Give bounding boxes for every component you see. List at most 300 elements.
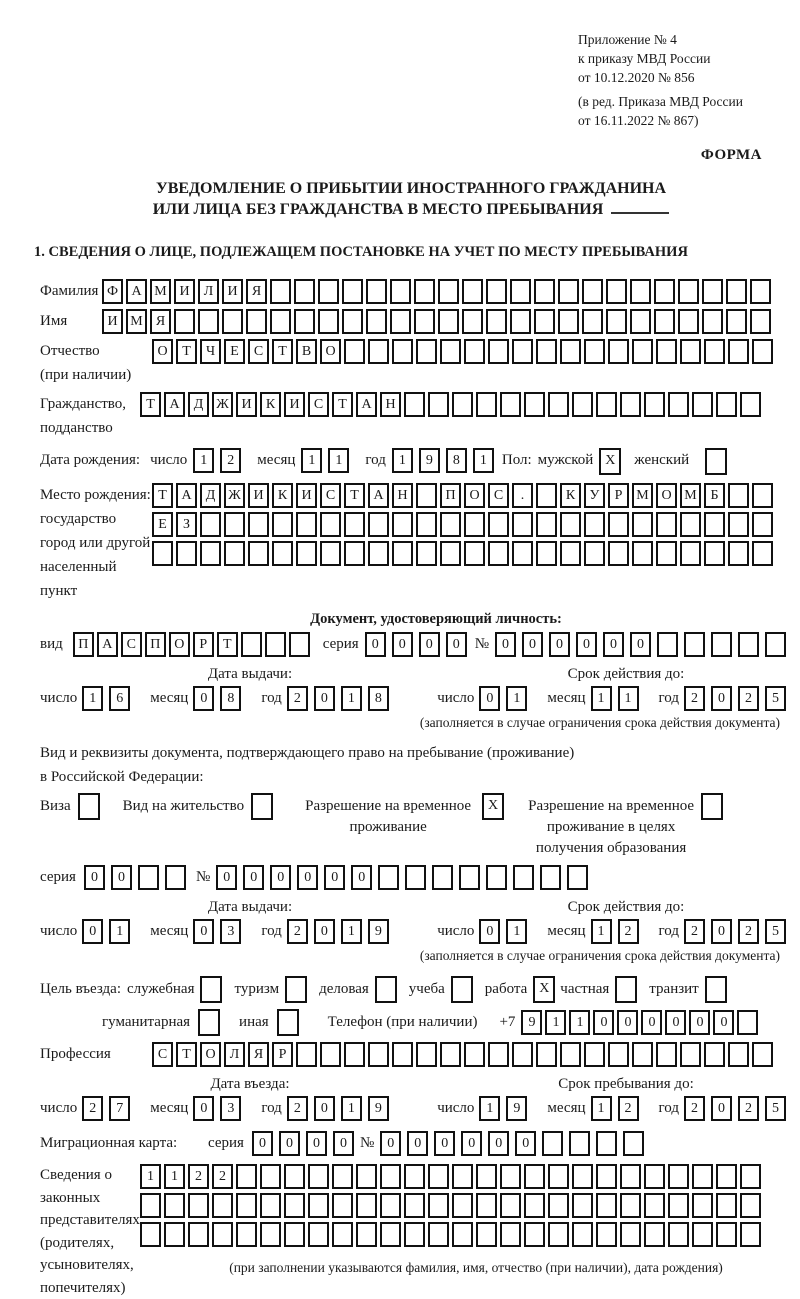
- char-cell[interactable]: 0: [522, 632, 543, 657]
- char-cell[interactable]: [416, 1042, 437, 1067]
- char-cell[interactable]: 0: [713, 1010, 734, 1035]
- char-cell[interactable]: И: [248, 483, 269, 508]
- char-cell[interactable]: [668, 1193, 689, 1218]
- char-cell[interactable]: Т: [332, 392, 353, 417]
- char-cell[interactable]: [702, 309, 723, 334]
- char-cell[interactable]: [524, 1222, 545, 1247]
- char-cell[interactable]: [728, 512, 749, 537]
- char-cell[interactable]: 1: [591, 686, 612, 711]
- char-cell[interactable]: [584, 512, 605, 537]
- char-cell[interactable]: 2: [738, 686, 759, 711]
- char-cell[interactable]: 0: [446, 632, 467, 657]
- char-cell[interactable]: [536, 541, 557, 566]
- char-cell[interactable]: [510, 279, 531, 304]
- char-cell[interactable]: [236, 1222, 257, 1247]
- char-cell[interactable]: [488, 339, 509, 364]
- char-cell[interactable]: [428, 392, 449, 417]
- char-cell[interactable]: [680, 1042, 701, 1067]
- char-cell[interactable]: 0: [314, 919, 335, 944]
- char-cell[interactable]: [392, 541, 413, 566]
- char-cell[interactable]: 1: [618, 686, 639, 711]
- char-cell[interactable]: [548, 1164, 569, 1189]
- char-cell[interactable]: 1: [140, 1164, 161, 1189]
- char-cell[interactable]: [620, 1193, 641, 1218]
- char-cell[interactable]: 0: [270, 865, 291, 890]
- char-cell[interactable]: [548, 1193, 569, 1218]
- char-cell[interactable]: 2: [684, 919, 705, 944]
- char-cell[interactable]: [656, 512, 677, 537]
- char-cell[interactable]: [500, 392, 521, 417]
- char-cell[interactable]: Ж: [224, 483, 245, 508]
- char-cell[interactable]: 0: [630, 632, 651, 657]
- char-cell[interactable]: [584, 1042, 605, 1067]
- char-cell[interactable]: [512, 339, 533, 364]
- char-cell[interactable]: 7: [109, 1096, 130, 1121]
- char-cell[interactable]: 2: [738, 919, 759, 944]
- char-cell[interactable]: [716, 1164, 737, 1189]
- char-cell[interactable]: 2: [188, 1164, 209, 1189]
- char-cell[interactable]: О: [320, 339, 341, 364]
- char-cell[interactable]: [200, 512, 221, 537]
- char-cell[interactable]: 5: [765, 919, 786, 944]
- char-cell[interactable]: 2: [287, 919, 308, 944]
- char-cell[interactable]: З: [176, 512, 197, 537]
- char-cell[interactable]: Л: [198, 279, 219, 304]
- char-cell[interactable]: [488, 541, 509, 566]
- char-cell[interactable]: [572, 392, 593, 417]
- char-cell[interactable]: [416, 339, 437, 364]
- char-cell[interactable]: [414, 279, 435, 304]
- char-cell[interactable]: [752, 483, 773, 508]
- char-cell[interactable]: [464, 512, 485, 537]
- char-cell[interactable]: 9: [368, 919, 389, 944]
- char-cell[interactable]: 5: [765, 686, 786, 711]
- char-cell[interactable]: [284, 1222, 305, 1247]
- char-cell[interactable]: [692, 1222, 713, 1247]
- char-cell[interactable]: [476, 1222, 497, 1247]
- char-cell[interactable]: 2: [220, 448, 241, 473]
- char-cell[interactable]: [510, 309, 531, 334]
- char-cell[interactable]: [222, 309, 243, 334]
- char-cell[interactable]: 2: [684, 686, 705, 711]
- char-cell[interactable]: О: [200, 1042, 221, 1067]
- char-cell[interactable]: [344, 541, 365, 566]
- purpose-study-checkbox[interactable]: [451, 976, 473, 1003]
- char-cell[interactable]: П: [440, 483, 461, 508]
- char-cell[interactable]: 1: [193, 448, 214, 473]
- char-cell[interactable]: [432, 865, 453, 890]
- purpose-private-checkbox[interactable]: [615, 976, 637, 1003]
- purpose-tourism-checkbox[interactable]: [285, 976, 307, 1003]
- char-cell[interactable]: [692, 1164, 713, 1189]
- char-cell[interactable]: [524, 1193, 545, 1218]
- char-cell[interactable]: Т: [176, 1042, 197, 1067]
- char-cell[interactable]: 2: [738, 1096, 759, 1121]
- char-cell[interactable]: [414, 309, 435, 334]
- char-cell[interactable]: [380, 1164, 401, 1189]
- char-cell[interactable]: [260, 1193, 281, 1218]
- char-cell[interactable]: [500, 1222, 521, 1247]
- char-cell[interactable]: 2: [618, 1096, 639, 1121]
- char-cell[interactable]: 0: [243, 865, 264, 890]
- char-cell[interactable]: 0: [324, 865, 345, 890]
- char-cell[interactable]: [536, 339, 557, 364]
- char-cell[interactable]: [620, 1164, 641, 1189]
- char-cell[interactable]: П: [145, 632, 166, 657]
- char-cell[interactable]: [212, 1193, 233, 1218]
- char-cell[interactable]: Я: [246, 279, 267, 304]
- char-cell[interactable]: 8: [368, 686, 389, 711]
- char-cell[interactable]: [630, 279, 651, 304]
- char-cell[interactable]: [390, 279, 411, 304]
- char-cell[interactable]: 0: [252, 1131, 273, 1156]
- char-cell[interactable]: [308, 1164, 329, 1189]
- char-cell[interactable]: [752, 512, 773, 537]
- char-cell[interactable]: [584, 339, 605, 364]
- char-cell[interactable]: [318, 309, 339, 334]
- char-cell[interactable]: [342, 279, 363, 304]
- char-cell[interactable]: [164, 1193, 185, 1218]
- char-cell[interactable]: 0: [193, 1096, 214, 1121]
- char-cell[interactable]: [320, 512, 341, 537]
- char-cell[interactable]: [404, 1222, 425, 1247]
- char-cell[interactable]: [476, 1193, 497, 1218]
- char-cell[interactable]: [512, 541, 533, 566]
- char-cell[interactable]: [366, 279, 387, 304]
- residence-permit-checkbox[interactable]: [251, 793, 273, 820]
- char-cell[interactable]: [438, 309, 459, 334]
- char-cell[interactable]: 0: [495, 632, 516, 657]
- char-cell[interactable]: 1: [301, 448, 322, 473]
- char-cell[interactable]: [513, 865, 534, 890]
- char-cell[interactable]: С: [248, 339, 269, 364]
- char-cell[interactable]: [560, 1042, 581, 1067]
- char-cell[interactable]: [404, 1164, 425, 1189]
- char-cell[interactable]: 0: [193, 686, 214, 711]
- char-cell[interactable]: [608, 541, 629, 566]
- char-cell[interactable]: 9: [368, 1096, 389, 1121]
- char-cell[interactable]: [692, 392, 713, 417]
- char-cell[interactable]: [224, 512, 245, 537]
- char-cell[interactable]: [270, 309, 291, 334]
- char-cell[interactable]: А: [368, 483, 389, 508]
- char-cell[interactable]: 2: [618, 919, 639, 944]
- char-cell[interactable]: [716, 1222, 737, 1247]
- char-cell[interactable]: [728, 541, 749, 566]
- char-cell[interactable]: [320, 1042, 341, 1067]
- char-cell[interactable]: .: [512, 483, 533, 508]
- char-cell[interactable]: [680, 541, 701, 566]
- char-cell[interactable]: [486, 865, 507, 890]
- char-cell[interactable]: С: [320, 483, 341, 508]
- char-cell[interactable]: 0: [314, 686, 335, 711]
- char-cell[interactable]: 0: [279, 1131, 300, 1156]
- char-cell[interactable]: [296, 512, 317, 537]
- char-cell[interactable]: [737, 1010, 758, 1035]
- char-cell[interactable]: [704, 1042, 725, 1067]
- char-cell[interactable]: Ч: [200, 339, 221, 364]
- char-cell[interactable]: [654, 279, 675, 304]
- char-cell[interactable]: [332, 1193, 353, 1218]
- char-cell[interactable]: [582, 309, 603, 334]
- char-cell[interactable]: [296, 1042, 317, 1067]
- char-cell[interactable]: [294, 279, 315, 304]
- char-cell[interactable]: [704, 541, 725, 566]
- char-cell[interactable]: [584, 541, 605, 566]
- char-cell[interactable]: [380, 1222, 401, 1247]
- char-cell[interactable]: [462, 279, 483, 304]
- char-cell[interactable]: [488, 1042, 509, 1067]
- char-cell[interactable]: 8: [220, 686, 241, 711]
- char-cell[interactable]: [560, 512, 581, 537]
- char-cell[interactable]: [656, 339, 677, 364]
- char-cell[interactable]: [500, 1164, 521, 1189]
- temp-permit-checkbox[interactable]: X: [482, 793, 504, 820]
- char-cell[interactable]: 1: [341, 919, 362, 944]
- char-cell[interactable]: [654, 309, 675, 334]
- char-cell[interactable]: 3: [220, 919, 241, 944]
- char-cell[interactable]: 0: [461, 1131, 482, 1156]
- char-cell[interactable]: 2: [287, 686, 308, 711]
- char-cell[interactable]: [459, 865, 480, 890]
- char-cell[interactable]: [620, 1222, 641, 1247]
- char-cell[interactable]: [558, 309, 579, 334]
- char-cell[interactable]: [476, 1164, 497, 1189]
- char-cell[interactable]: [428, 1222, 449, 1247]
- char-cell[interactable]: [534, 309, 555, 334]
- char-cell[interactable]: [464, 541, 485, 566]
- char-cell[interactable]: [572, 1193, 593, 1218]
- char-cell[interactable]: [416, 512, 437, 537]
- char-cell[interactable]: [260, 1164, 281, 1189]
- sex-female-checkbox[interactable]: [705, 448, 727, 475]
- char-cell[interactable]: У: [584, 483, 605, 508]
- char-cell[interactable]: [750, 309, 771, 334]
- char-cell[interactable]: 0: [549, 632, 570, 657]
- char-cell[interactable]: 6: [109, 686, 130, 711]
- char-cell[interactable]: 1: [545, 1010, 566, 1035]
- char-cell[interactable]: 0: [711, 686, 732, 711]
- char-cell[interactable]: [596, 1164, 617, 1189]
- char-cell[interactable]: 0: [111, 865, 132, 890]
- char-cell[interactable]: 1: [82, 686, 103, 711]
- char-cell[interactable]: [668, 1164, 689, 1189]
- char-cell[interactable]: [368, 512, 389, 537]
- char-cell[interactable]: [140, 1193, 161, 1218]
- char-cell[interactable]: [704, 339, 725, 364]
- char-cell[interactable]: [212, 1222, 233, 1247]
- char-cell[interactable]: [464, 339, 485, 364]
- char-cell[interactable]: [296, 541, 317, 566]
- char-cell[interactable]: 1: [164, 1164, 185, 1189]
- char-cell[interactable]: М: [680, 483, 701, 508]
- char-cell[interactable]: [560, 339, 581, 364]
- char-cell[interactable]: [656, 1042, 677, 1067]
- char-cell[interactable]: [452, 1164, 473, 1189]
- char-cell[interactable]: 0: [333, 1131, 354, 1156]
- char-cell[interactable]: [644, 1164, 665, 1189]
- char-cell[interactable]: [452, 1222, 473, 1247]
- char-cell[interactable]: [248, 512, 269, 537]
- char-cell[interactable]: 1: [569, 1010, 590, 1035]
- char-cell[interactable]: [536, 483, 557, 508]
- char-cell[interactable]: [236, 1164, 257, 1189]
- char-cell[interactable]: [404, 392, 425, 417]
- char-cell[interactable]: [356, 1222, 377, 1247]
- char-cell[interactable]: [344, 1042, 365, 1067]
- char-cell[interactable]: К: [560, 483, 581, 508]
- char-cell[interactable]: С: [152, 1042, 173, 1067]
- char-cell[interactable]: 0: [193, 919, 214, 944]
- char-cell[interactable]: [542, 1131, 563, 1156]
- char-cell[interactable]: [332, 1222, 353, 1247]
- char-cell[interactable]: Т: [272, 339, 293, 364]
- purpose-business-checkbox[interactable]: [375, 976, 397, 1003]
- char-cell[interactable]: [246, 309, 267, 334]
- char-cell[interactable]: [692, 1193, 713, 1218]
- char-cell[interactable]: 1: [328, 448, 349, 473]
- char-cell[interactable]: [404, 1193, 425, 1218]
- char-cell[interactable]: [440, 541, 461, 566]
- char-cell[interactable]: 2: [212, 1164, 233, 1189]
- char-cell[interactable]: М: [126, 309, 147, 334]
- char-cell[interactable]: 0: [641, 1010, 662, 1035]
- char-cell[interactable]: 9: [521, 1010, 542, 1035]
- char-cell[interactable]: [606, 279, 627, 304]
- char-cell[interactable]: [536, 512, 557, 537]
- char-cell[interactable]: 0: [515, 1131, 536, 1156]
- char-cell[interactable]: [488, 512, 509, 537]
- char-cell[interactable]: [632, 339, 653, 364]
- char-cell[interactable]: 0: [665, 1010, 686, 1035]
- char-cell[interactable]: 1: [341, 686, 362, 711]
- char-cell[interactable]: Т: [344, 483, 365, 508]
- char-cell[interactable]: О: [152, 339, 173, 364]
- char-cell[interactable]: [540, 865, 561, 890]
- char-cell[interactable]: [236, 1193, 257, 1218]
- char-cell[interactable]: [572, 1164, 593, 1189]
- char-cell[interactable]: [344, 339, 365, 364]
- char-cell[interactable]: [512, 512, 533, 537]
- char-cell[interactable]: [332, 1164, 353, 1189]
- char-cell[interactable]: [284, 1164, 305, 1189]
- char-cell[interactable]: [440, 339, 461, 364]
- char-cell[interactable]: [500, 1193, 521, 1218]
- char-cell[interactable]: [308, 1193, 329, 1218]
- char-cell[interactable]: [596, 1193, 617, 1218]
- char-cell[interactable]: [752, 1042, 773, 1067]
- char-cell[interactable]: Р: [608, 483, 629, 508]
- char-cell[interactable]: Т: [152, 483, 173, 508]
- char-cell[interactable]: [630, 309, 651, 334]
- char-cell[interactable]: 1: [109, 919, 130, 944]
- char-cell[interactable]: [668, 392, 689, 417]
- char-cell[interactable]: С: [488, 483, 509, 508]
- char-cell[interactable]: 0: [297, 865, 318, 890]
- char-cell[interactable]: [536, 1042, 557, 1067]
- char-cell[interactable]: Б: [704, 483, 725, 508]
- char-cell[interactable]: [582, 279, 603, 304]
- char-cell[interactable]: [138, 865, 159, 890]
- char-cell[interactable]: [644, 1193, 665, 1218]
- char-cell[interactable]: [548, 392, 569, 417]
- char-cell[interactable]: [608, 339, 629, 364]
- char-cell[interactable]: [241, 632, 262, 657]
- char-cell[interactable]: М: [632, 483, 653, 508]
- char-cell[interactable]: 1: [473, 448, 494, 473]
- char-cell[interactable]: [702, 279, 723, 304]
- char-cell[interactable]: [294, 309, 315, 334]
- char-cell[interactable]: [596, 392, 617, 417]
- char-cell[interactable]: [462, 309, 483, 334]
- char-cell[interactable]: [356, 1164, 377, 1189]
- char-cell[interactable]: [716, 1193, 737, 1218]
- char-cell[interactable]: [270, 279, 291, 304]
- char-cell[interactable]: [152, 541, 173, 566]
- char-cell[interactable]: [678, 279, 699, 304]
- char-cell[interactable]: [416, 483, 437, 508]
- char-cell[interactable]: Т: [217, 632, 238, 657]
- char-cell[interactable]: Д: [200, 483, 221, 508]
- char-cell[interactable]: Т: [176, 339, 197, 364]
- char-cell[interactable]: 9: [419, 448, 440, 473]
- char-cell[interactable]: [656, 541, 677, 566]
- char-cell[interactable]: [623, 1131, 644, 1156]
- char-cell[interactable]: [188, 1193, 209, 1218]
- char-cell[interactable]: [738, 632, 759, 657]
- char-cell[interactable]: [272, 541, 293, 566]
- char-cell[interactable]: [188, 1222, 209, 1247]
- char-cell[interactable]: О: [464, 483, 485, 508]
- char-cell[interactable]: 0: [488, 1131, 509, 1156]
- char-cell[interactable]: [632, 1042, 653, 1067]
- char-cell[interactable]: [728, 339, 749, 364]
- char-cell[interactable]: М: [150, 279, 171, 304]
- char-cell[interactable]: 1: [506, 919, 527, 944]
- char-cell[interactable]: 0: [351, 865, 372, 890]
- char-cell[interactable]: [344, 512, 365, 537]
- char-cell[interactable]: Е: [152, 512, 173, 537]
- char-cell[interactable]: [678, 309, 699, 334]
- char-cell[interactable]: [164, 1222, 185, 1247]
- char-cell[interactable]: [548, 1222, 569, 1247]
- char-cell[interactable]: [572, 1222, 593, 1247]
- char-cell[interactable]: [726, 279, 747, 304]
- char-cell[interactable]: [198, 309, 219, 334]
- char-cell[interactable]: И: [222, 279, 243, 304]
- char-cell[interactable]: [284, 1193, 305, 1218]
- char-cell[interactable]: [657, 632, 678, 657]
- char-cell[interactable]: 0: [419, 632, 440, 657]
- char-cell[interactable]: [265, 632, 286, 657]
- char-cell[interactable]: [380, 1193, 401, 1218]
- char-cell[interactable]: [368, 1042, 389, 1067]
- char-cell[interactable]: [464, 1042, 485, 1067]
- char-cell[interactable]: 0: [711, 1096, 732, 1121]
- char-cell[interactable]: [428, 1164, 449, 1189]
- char-cell[interactable]: 0: [314, 1096, 335, 1121]
- char-cell[interactable]: [165, 865, 186, 890]
- char-cell[interactable]: [476, 392, 497, 417]
- char-cell[interactable]: [248, 541, 269, 566]
- char-cell[interactable]: 0: [711, 919, 732, 944]
- char-cell[interactable]: [368, 339, 389, 364]
- char-cell[interactable]: 8: [446, 448, 467, 473]
- char-cell[interactable]: 2: [684, 1096, 705, 1121]
- char-cell[interactable]: Н: [392, 483, 413, 508]
- char-cell[interactable]: [728, 483, 749, 508]
- char-cell[interactable]: 1: [341, 1096, 362, 1121]
